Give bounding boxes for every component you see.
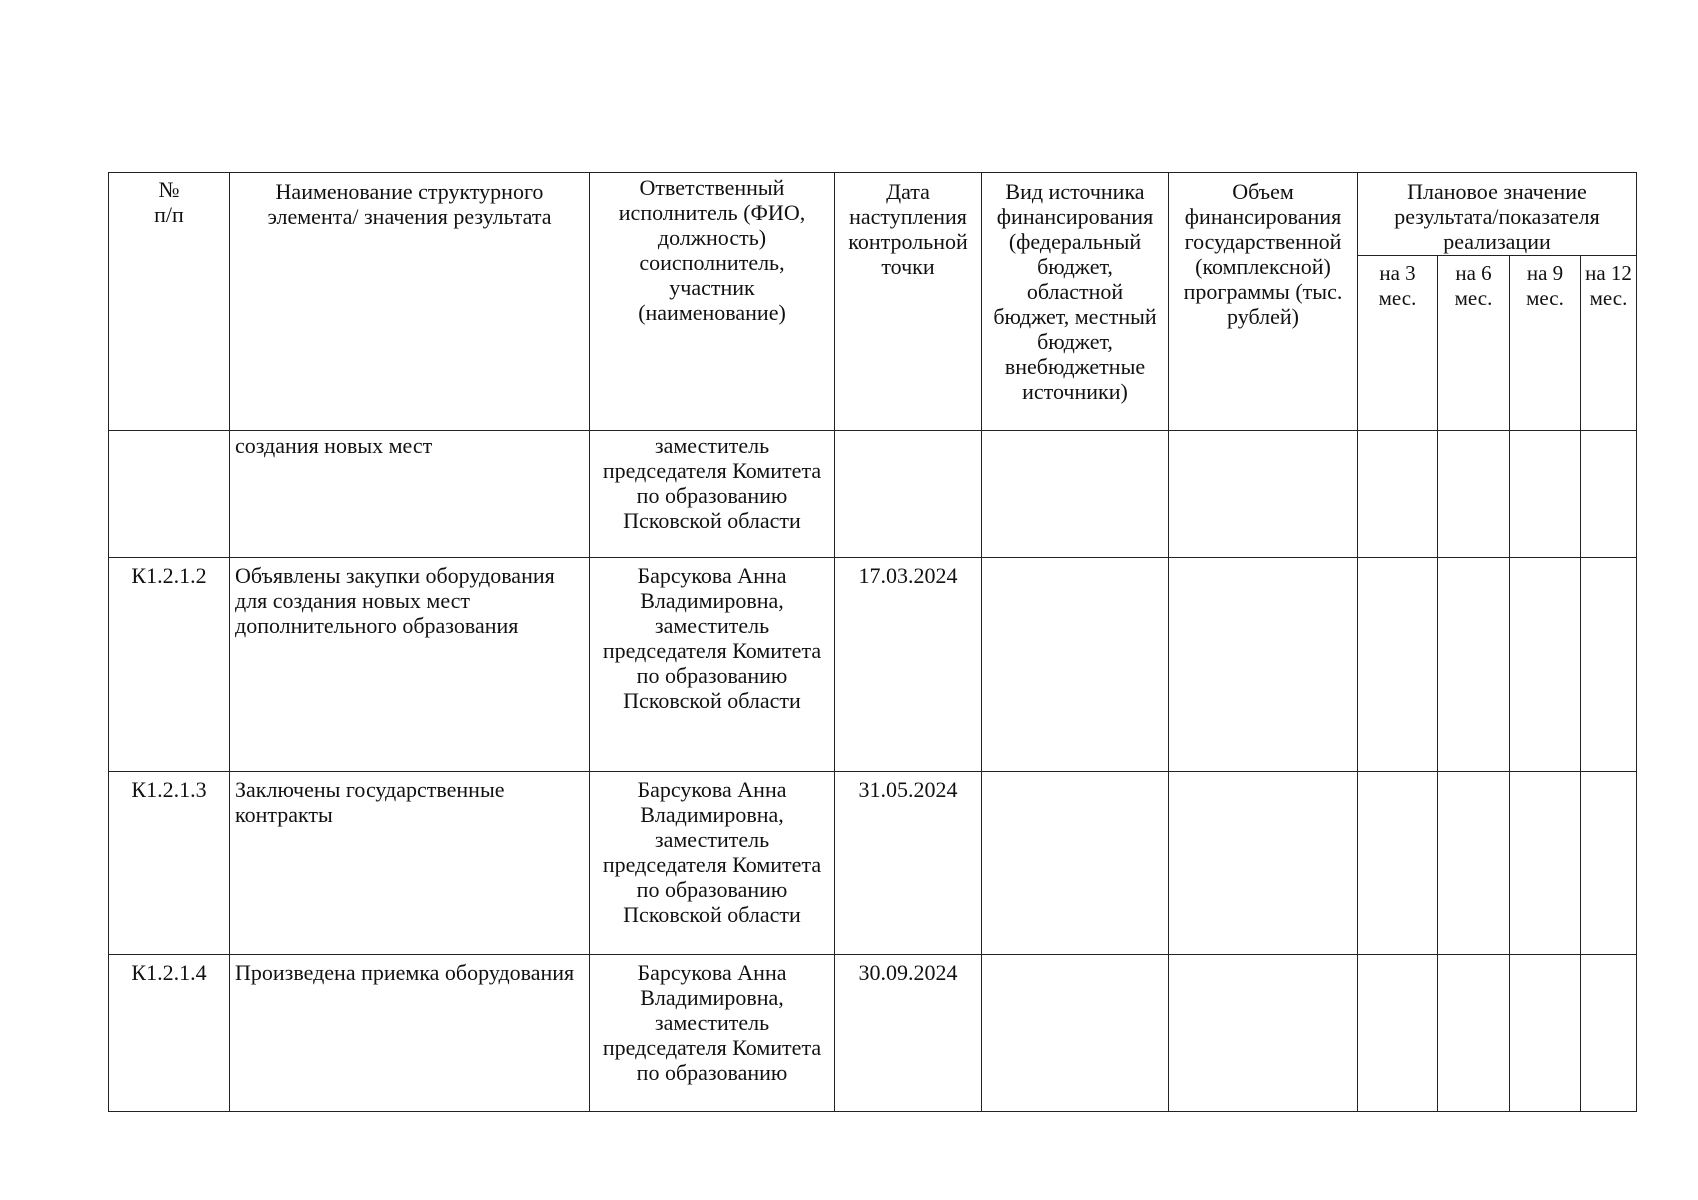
row-9-months [1510,558,1581,772]
row-volume [1169,955,1358,1112]
row-responsible: Барсукова Анна Владимировна, заместитель председателя Комитета по образованию Псковской области [590,772,835,955]
table-row [109,431,1637,558]
row-6-months [1438,558,1510,772]
header-source: Вид источника финансирования (федеральный бюджет, областной бюджет, местный бюджет, внебюджетные источники) [982,173,1169,431]
row-volume [1169,431,1358,558]
control-points-table [108,172,1637,1112]
row-volume [1169,558,1358,772]
table-row [109,558,1637,772]
row-name: Объявлены закупки оборудования для создания новых мест дополнительного образования [230,558,590,772]
row-date [835,431,982,558]
row-3-months [1358,955,1438,1112]
row-name: Заключены государственные контракты [230,772,590,955]
header-3-months: на 3 мес. [1358,256,1438,431]
row-3-months [1358,772,1438,955]
row-date: 17.03.2024 [835,558,982,772]
row-number: К1.2.1.4 [109,955,230,1112]
row-6-months [1438,431,1510,558]
header-volume: Объем финансирования государственной (комплексной) программы (тыс. рублей) [1169,173,1358,431]
row-12-months [1581,558,1637,772]
header-responsible: Ответственный исполнитель (ФИО, должность) соисполнитель, участник (наименование) [590,173,835,431]
row-source [982,431,1169,558]
header-name: Наименование структурного элемента/ значения результата [230,173,590,431]
header-planned-value: Плановое значение результата/показателя реализации [1358,173,1637,256]
row-6-months [1438,772,1510,955]
row-source [982,772,1169,955]
row-responsible: заместитель председателя Комитета по образованию Псковской области [590,431,835,558]
row-responsible: Барсукова Анна Владимировна, заместитель председателя Комитета по образованию [590,955,835,1112]
row-source [982,955,1169,1112]
header-9-months: на 9 мес. [1510,256,1581,431]
row-12-months [1581,431,1637,558]
row-date: 31.05.2024 [835,772,982,955]
header-date: Дата наступления контрольной точки [835,173,982,431]
header-6-months: на 6 мес. [1438,256,1510,431]
row-number: К1.2.1.2 [109,558,230,772]
row-volume [1169,772,1358,955]
row-12-months [1581,772,1637,955]
row-number [109,431,230,558]
row-9-months [1510,431,1581,558]
row-9-months [1510,955,1581,1112]
row-number: К1.2.1.3 [109,772,230,955]
table-row [109,955,1637,1112]
row-name: Произведена приемка оборудования [230,955,590,1112]
row-3-months [1358,431,1438,558]
row-9-months [1510,772,1581,955]
row-source [982,558,1169,772]
row-name: создания новых мест [230,431,590,558]
row-responsible: Барсукова Анна Владимировна, заместитель председателя Комитета по образованию Псковской области [590,558,835,772]
header-num: № п/п [109,173,230,431]
row-3-months [1358,558,1438,772]
row-date: 30.09.2024 [835,955,982,1112]
header-12-months: на 12 мес. [1581,256,1637,431]
table-row [109,772,1637,955]
row-12-months [1581,955,1637,1112]
row-6-months [1438,955,1510,1112]
